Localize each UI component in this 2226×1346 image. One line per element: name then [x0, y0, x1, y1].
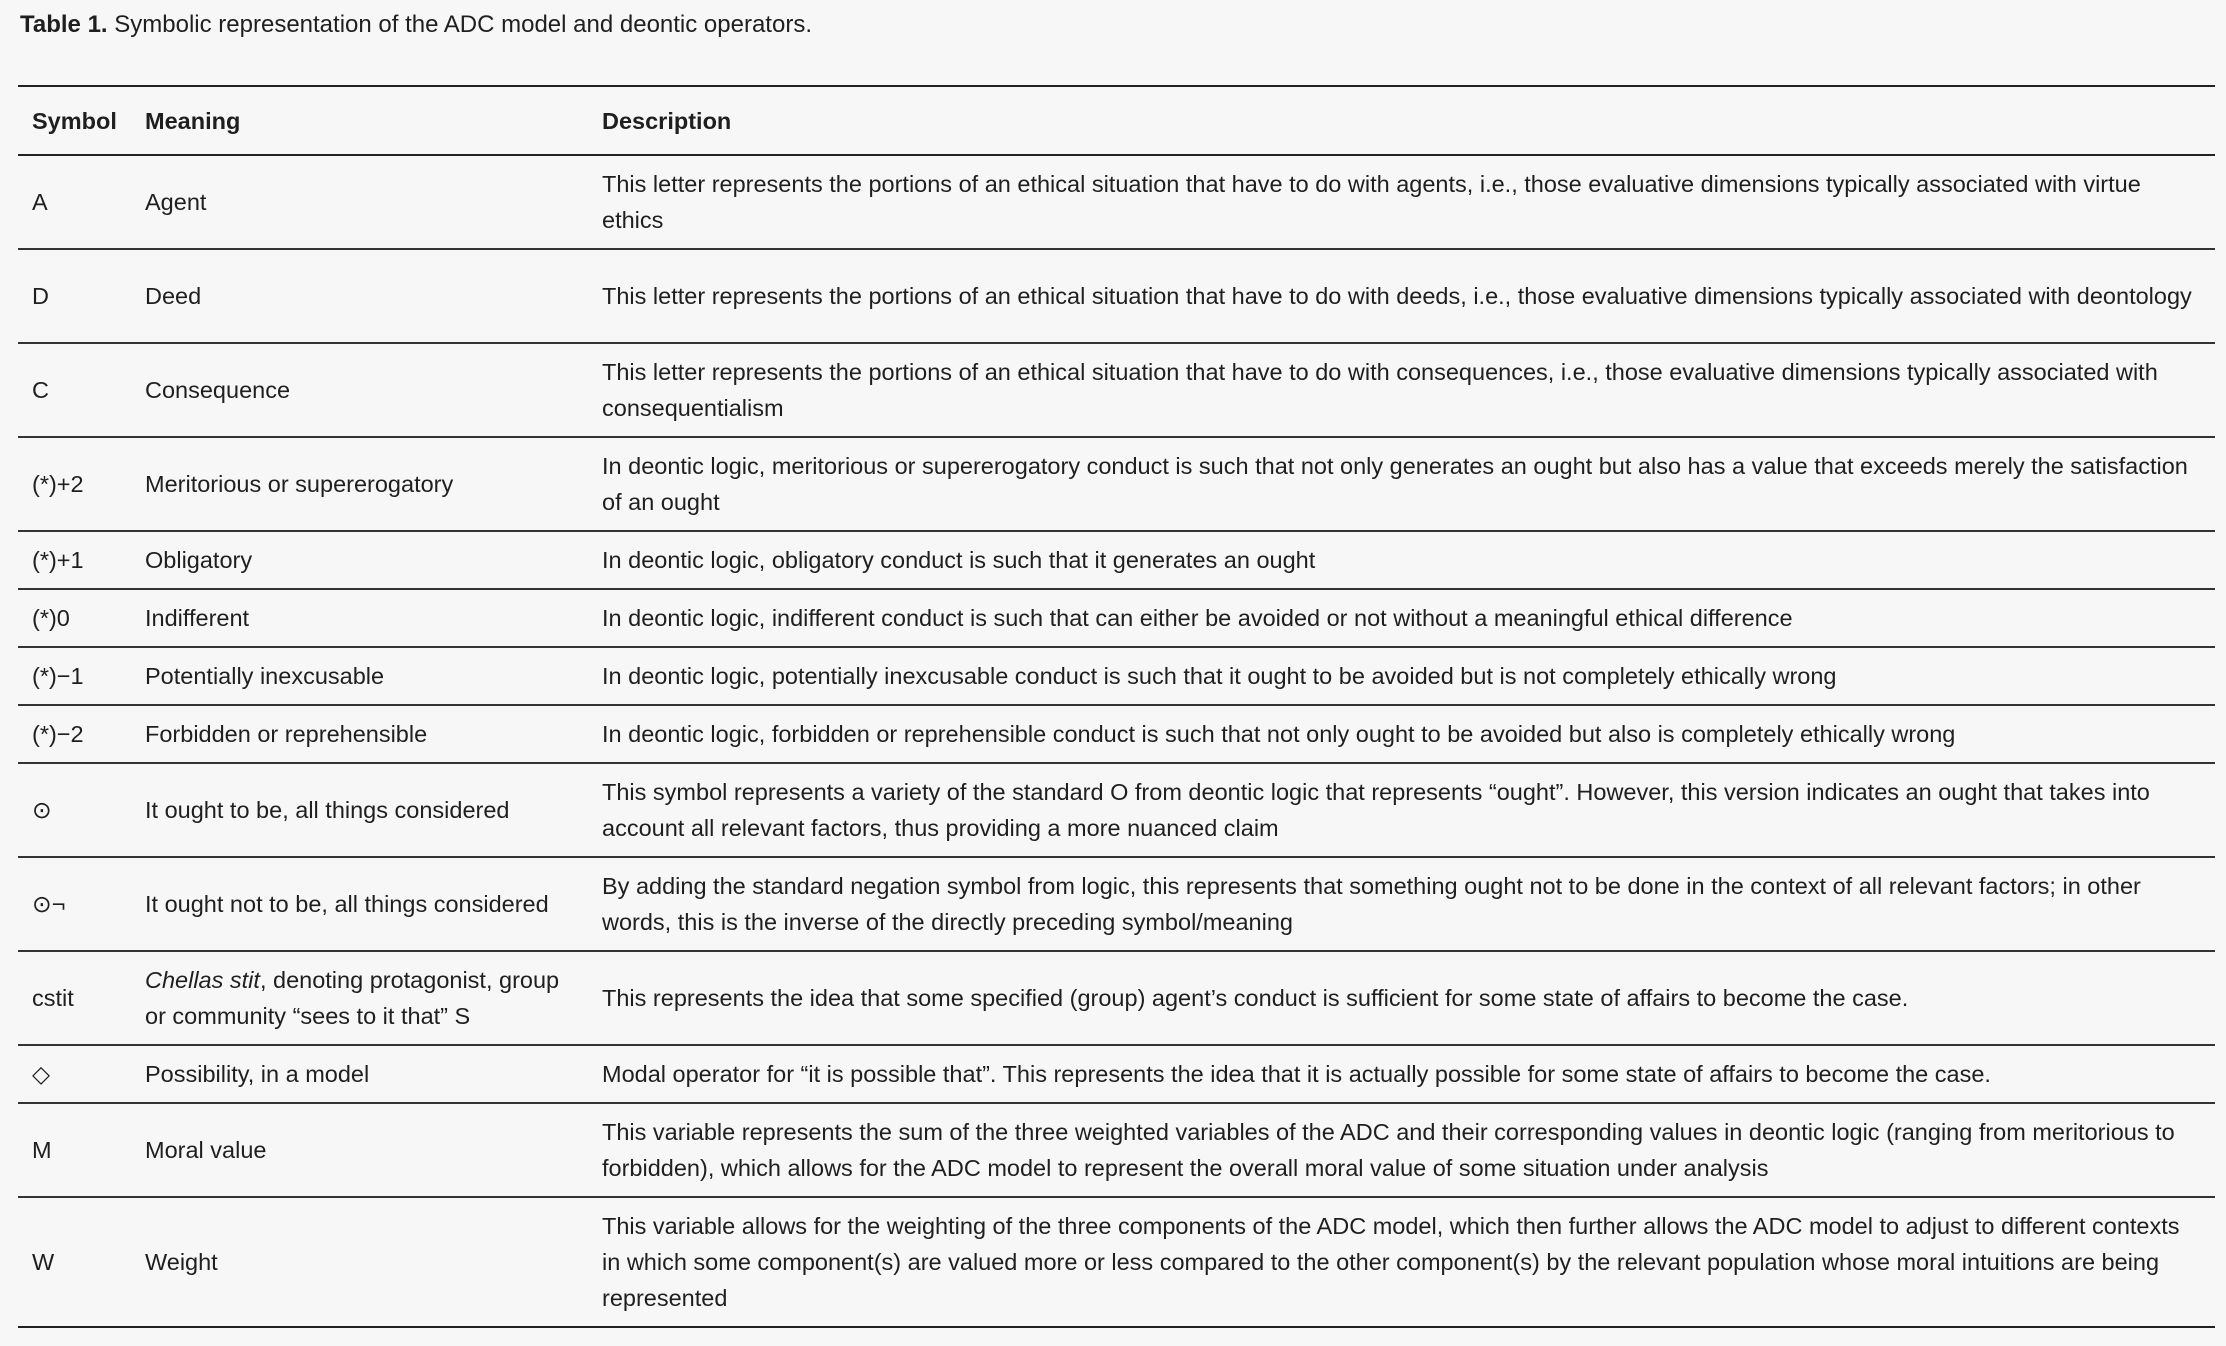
cell-meaning: Consequence	[131, 343, 588, 437]
cell-description: This letter represents the portions of an ethical situation that have to do with deeds, i.e., those evaluative dimensions typically associated with deontology	[588, 249, 2215, 343]
cell-symbol: cstit	[18, 951, 131, 1045]
cell-description: Modal operator for “it is possible that”. This represents the idea that it is actually possible for some state of affairs to become the case.	[588, 1045, 2215, 1103]
table-row	[18, 249, 2215, 343]
page	[0, 0, 2226, 48]
table-caption-label: Table 1.	[20, 11, 108, 38]
table-row	[18, 343, 2215, 437]
cell-description: This symbol represents a variety of the standard O from deontic logic that represents “ought”. However, this version indicates an ought that takes into account all relevant factors, thus providing a more nuanced claim	[588, 763, 2215, 857]
table-row	[18, 1045, 2215, 1103]
table-caption	[20, 8, 2208, 48]
cell-meaning: It ought not to be, all things considered	[131, 857, 588, 951]
symbol-table	[18, 85, 2215, 1328]
table-row	[18, 857, 2215, 951]
cell-symbol: ◇	[18, 1045, 131, 1103]
cell-description: This letter represents the portions of an ethical situation that have to do with agents, i.e., those evaluative dimensions typically associated with virtue ethics	[588, 155, 2215, 249]
table-row	[18, 1103, 2215, 1197]
cell-symbol: (*)−2	[18, 705, 131, 763]
table-row	[18, 951, 2215, 1045]
cell-meaning: Forbidden or reprehensible	[131, 705, 588, 763]
cell-symbol: M	[18, 1103, 131, 1197]
cell-description: This letter represents the portions of an ethical situation that have to do with consequences, i.e., those evaluative dimensions typically associated with consequentialism	[588, 343, 2215, 437]
cell-meaning: Meritorious or supererogatory	[131, 437, 588, 531]
table-row	[18, 437, 2215, 531]
table-row	[18, 155, 2215, 249]
cell-meaning: Obligatory	[131, 531, 588, 589]
cell-symbol: A	[18, 155, 131, 249]
cell-symbol: W	[18, 1197, 131, 1327]
table-row	[18, 763, 2215, 857]
cell-symbol: (*)0	[18, 589, 131, 647]
cell-symbol: (*)−1	[18, 647, 131, 705]
header-symbol: Symbol	[18, 86, 131, 155]
cell-description: In deontic logic, obligatory conduct is such that it generates an ought	[588, 531, 2215, 589]
cell-meaning: Deed	[131, 249, 588, 343]
cell-meaning: Weight	[131, 1197, 588, 1327]
cell-symbol: (*)+2	[18, 437, 131, 531]
cell-meaning	[131, 951, 588, 1045]
cell-description: By adding the standard negation symbol from logic, this represents that something ought not to be done in the context of all relevant factors; in other words, this is the inverse of the directly preceding symbol/meaning	[588, 857, 2215, 951]
cell-description: In deontic logic, forbidden or reprehensible conduct is such that not only ought to be avoided but also is completely ethically wrong	[588, 705, 2215, 763]
cell-symbol: (*)+1	[18, 531, 131, 589]
cell-description: This represents the idea that some specified (group) agent’s conduct is sufficient for some state of affairs to become the case.	[588, 951, 2215, 1045]
table-row	[18, 647, 2215, 705]
cell-symbol: C	[18, 343, 131, 437]
cell-description: This variable allows for the weighting of the three components of the ADC model, which then further allows the ADC model to adjust to different contexts in which some component(s) are valued more or less compared to the other component(s) by the relevant population whose moral intuitions are being represented	[588, 1197, 2215, 1327]
table-caption-text: Symbolic representation of the ADC model and deontic operators.	[107, 11, 812, 38]
header-meaning: Meaning	[131, 86, 588, 155]
cell-meaning: Moral value	[131, 1103, 588, 1197]
table-row	[18, 705, 2215, 763]
cell-symbol: ⊙¬	[18, 857, 131, 951]
cell-meaning: Indifferent	[131, 589, 588, 647]
cell-symbol: D	[18, 249, 131, 343]
table-row	[18, 589, 2215, 647]
meaning-italic: Chellas stit	[145, 967, 260, 993]
cell-description: This variable represents the sum of the three weighted variables of the ADC and their corresponding values in deontic logic (ranging from meritorious to forbidden), which allows for the ADC model to represent the overall moral value of some situation under analysis	[588, 1103, 2215, 1197]
cell-description: In deontic logic, meritorious or supererogatory conduct is such that not only generates an ought but also has a value that exceeds merely the satisfaction of an ought	[588, 437, 2215, 531]
cell-description: In deontic logic, indifferent conduct is such that can either be avoided or not without a meaningful ethical difference	[588, 589, 2215, 647]
table-row	[18, 1197, 2215, 1327]
header-description: Description	[588, 86, 2215, 155]
cell-symbol: ⊙	[18, 763, 131, 857]
cell-meaning: It ought to be, all things considered	[131, 763, 588, 857]
cell-meaning: Agent	[131, 155, 588, 249]
meaning-rest: , denoting protagonist, group or community “sees to it that” S	[145, 967, 560, 1029]
table-row	[18, 531, 2215, 589]
cell-meaning: Possibility, in a model	[131, 1045, 588, 1103]
cell-description: In deontic logic, potentially inexcusable conduct is such that it ought to be avoided but is not completely ethically wrong	[588, 647, 2215, 705]
cell-meaning: Potentially inexcusable	[131, 647, 588, 705]
table-header-row	[18, 86, 2215, 155]
